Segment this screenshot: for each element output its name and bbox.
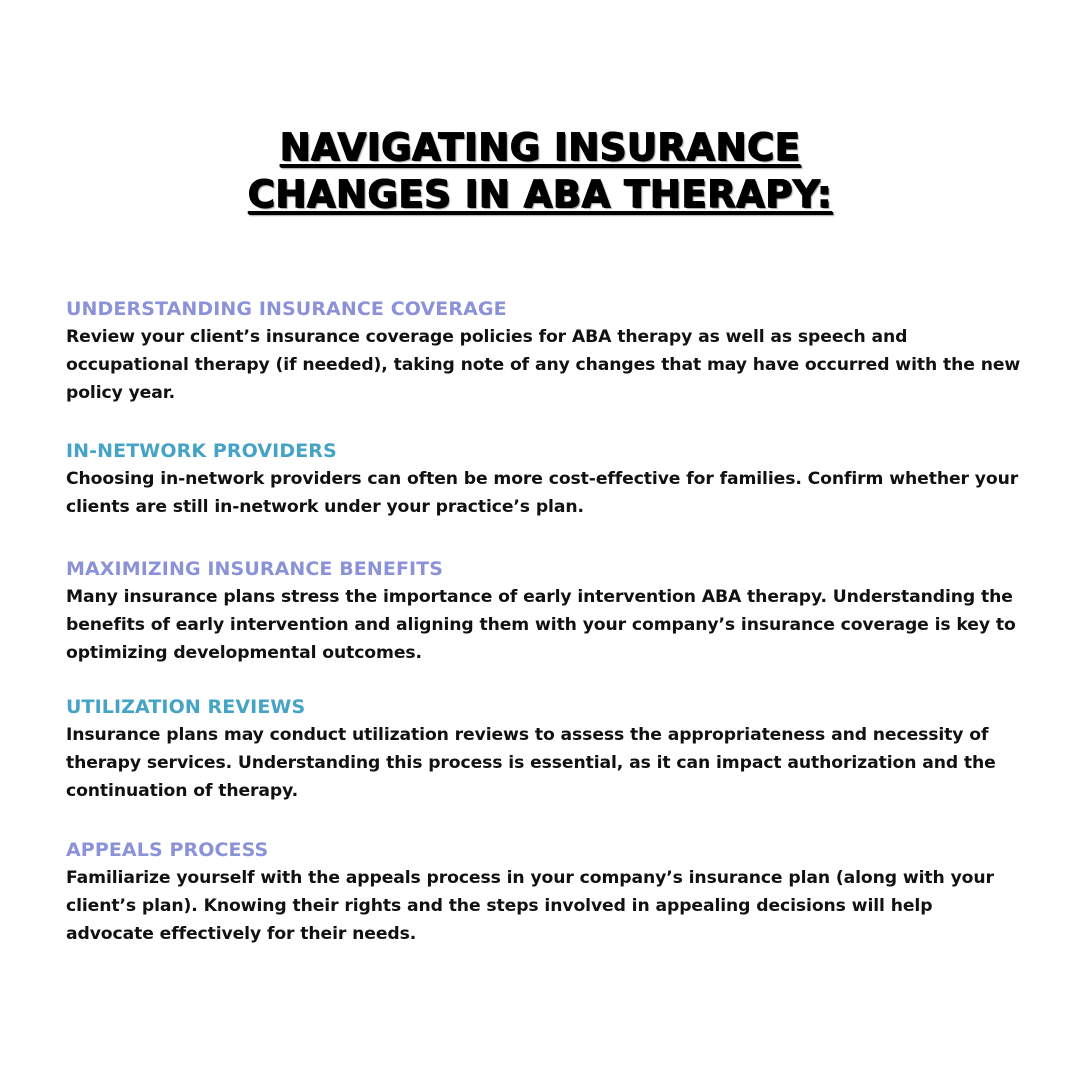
section-utilization-reviews <box>66 694 1026 805</box>
section-maximizing-insurance-benefits <box>66 556 1026 667</box>
page-title-line-2: CHANGES IN ABA THERAPY: <box>247 173 833 216</box>
section-appeals-process <box>66 837 1026 948</box>
section-heading: UTILIZATION REVIEWS <box>66 696 306 718</box>
section-heading: MAXIMIZING INSURANCE BENEFITS <box>66 558 444 580</box>
section-in-network-providers <box>66 438 1026 521</box>
section-body: Many insurance plans stress the importance of early intervention ABA therapy. Understanding the benefits of early intervention and aligning them with your company’s insurance coverage is key to optimizing developmental outcomes. <box>66 587 1016 663</box>
section-heading: UNDERSTANDING INSURANCE COVERAGE <box>66 298 507 320</box>
section-body: Familiarize yourself with the appeals process in your company’s insurance plan (along with your client’s plan). Knowing their rights and the steps involved in appealing decisions will help advocate effectively for their needs. <box>66 868 994 944</box>
section-understanding-insurance-coverage <box>66 296 1026 407</box>
section-body: Review your client’s insurance coverage policies for ABA therapy as well as speech and occupational therapy (if needed), taking note of any changes that may have occurred with the new policy year. <box>66 327 1021 403</box>
page-title-line-1: NAVIGATING INSURANCE <box>279 126 801 169</box>
section-heading: IN-NETWORK PROVIDERS <box>66 440 337 462</box>
page-title <box>0 124 1080 218</box>
section-body: Insurance plans may conduct utilization reviews to assess the appropriateness and necessity of therapy services. Understanding this process is essential, as it can impact authorization and the continuation of therapy. <box>66 725 996 801</box>
section-heading: APPEALS PROCESS <box>66 839 269 861</box>
section-body: Choosing in-network providers can often be more cost-effective for families. Confirm whether your clients are still in-network under your practice’s plan. <box>66 469 1019 517</box>
